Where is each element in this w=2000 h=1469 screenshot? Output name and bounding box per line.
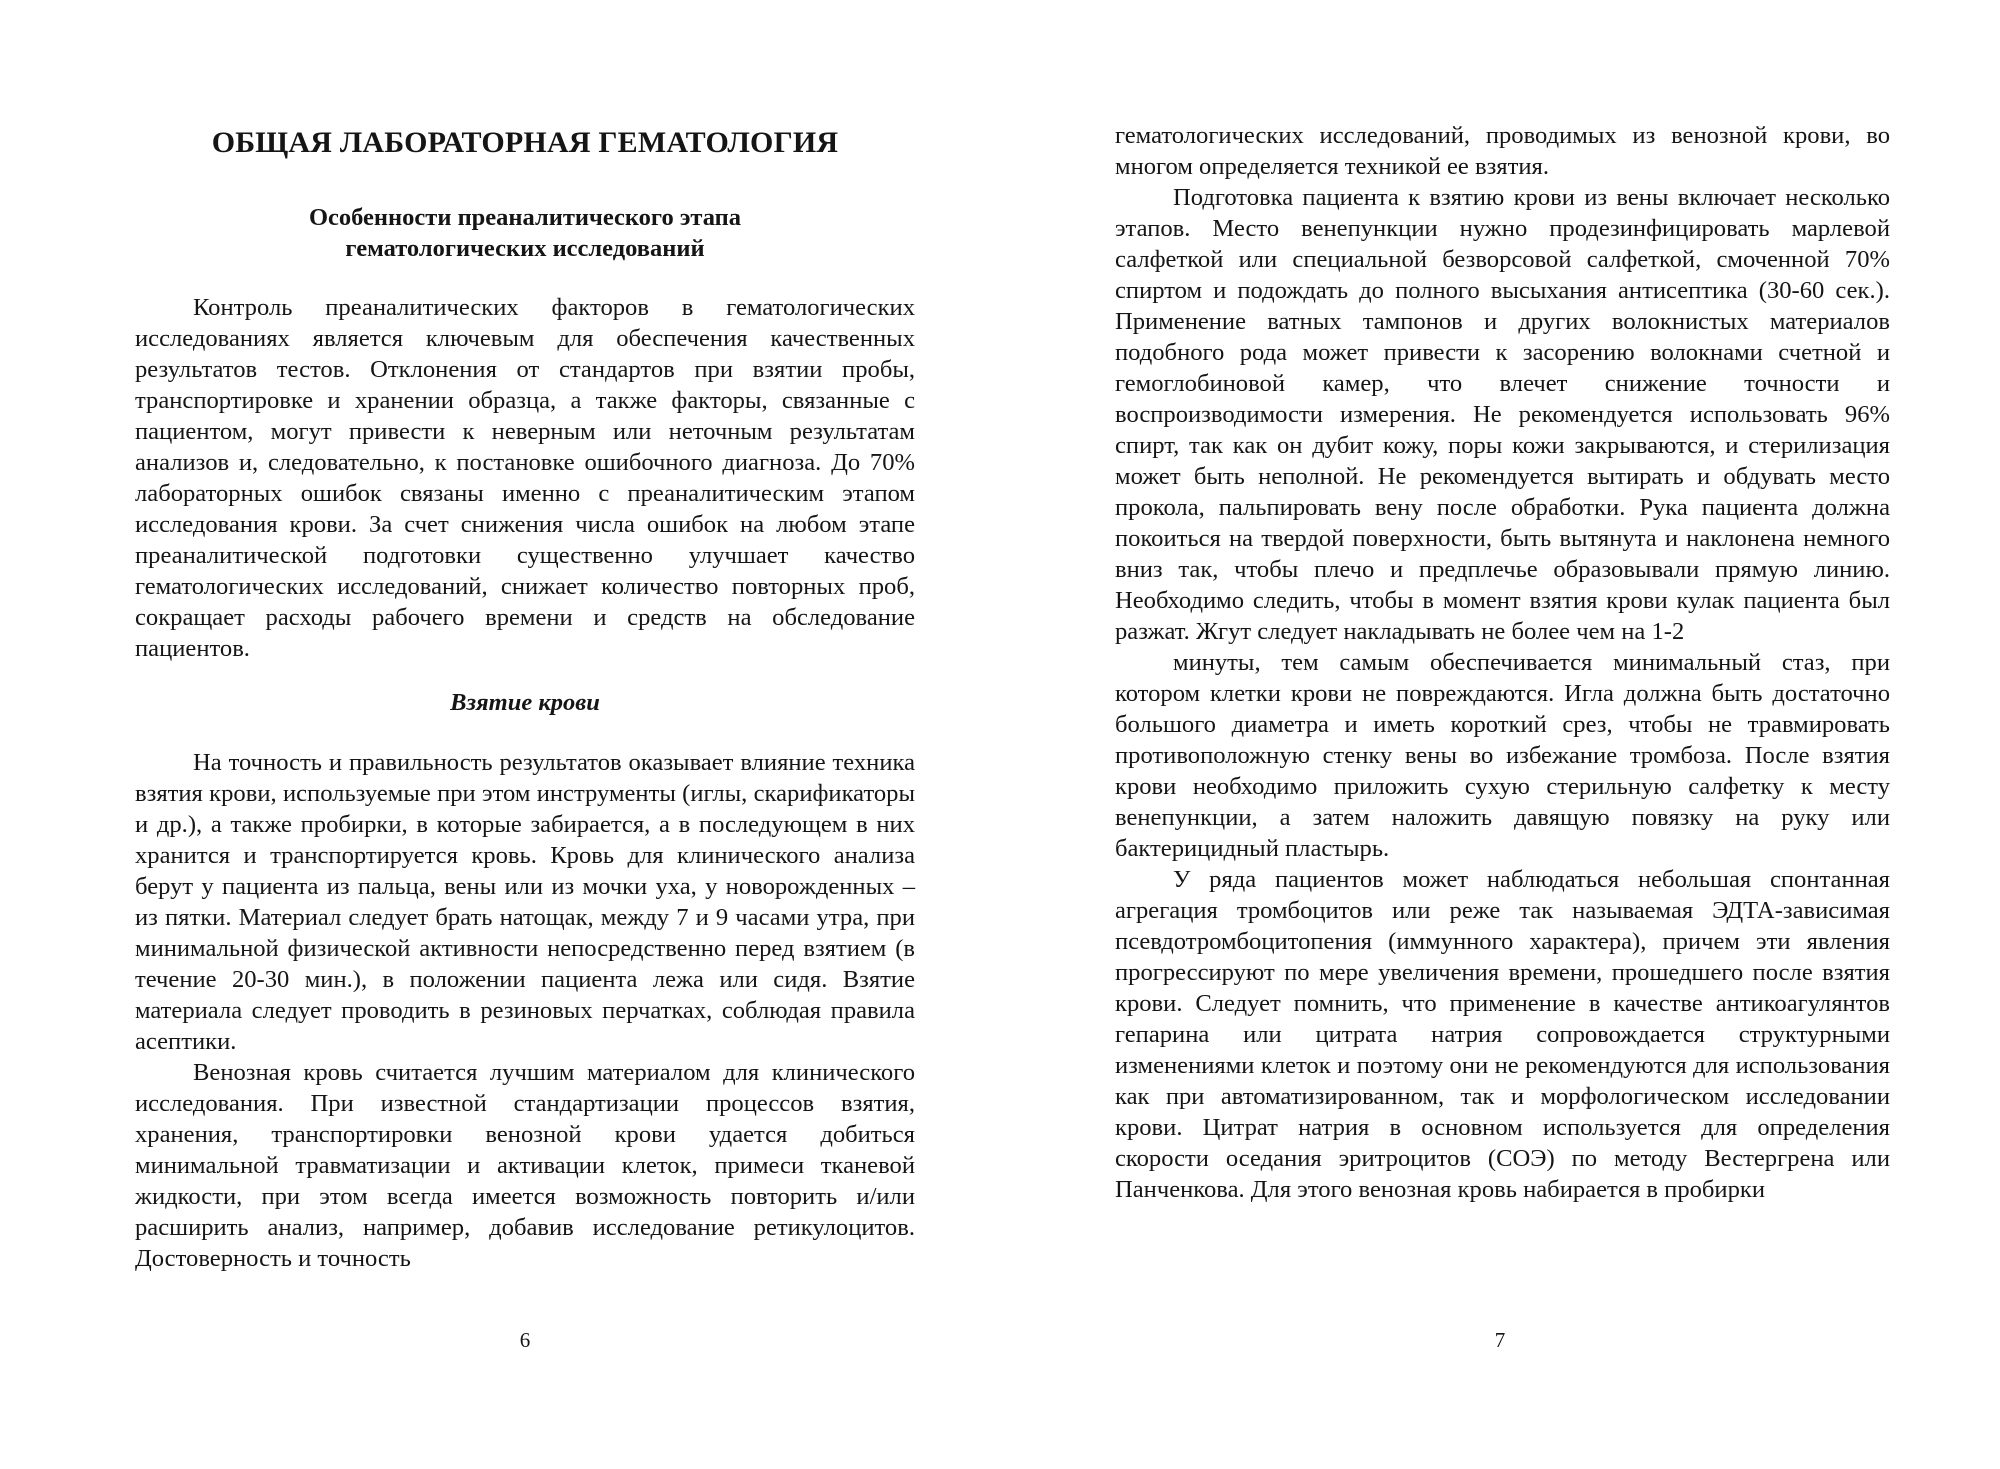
- paragraph-needle-requirements: минуты, тем самым обеспечивается минимальный стаз, при котором клетки крови не повреждаются. Игла должна быть достаточно большого диаметра и иметь короткий срез, чтобы не травмировать противоположную стенку вены во избежание тромбоза. После взятия крови необходимо приложить сухую стерильную салфетку к месту венепункции, а затем наложить давящую повязку на руку или бактерицидный пластырь.: [1115, 649, 1890, 862]
- left-block-intro: [135, 292, 915, 664]
- section-subtitle: [135, 202, 915, 264]
- subtitle-line-2: гематологических исследований: [345, 235, 705, 262]
- left-page: [135, 0, 915, 1469]
- subtitle-line-1: Особенности преаналитического этапа: [308, 204, 742, 231]
- right-block-body: [1115, 120, 1890, 1205]
- left-block-heading: [135, 689, 915, 717]
- page-number-right: 7: [1494, 1328, 1506, 1352]
- chapter-title: ОБЩАЯ ЛАБОРАТОРНАЯ ГЕМАТОЛОГИЯ: [211, 126, 839, 159]
- paragraph-patient-preparation: Подготовка пациента к взятию крови из вены включает несколько этапов. Место венепункции нужно продезинфицировать марлевой салфеткой или специальной безворсовой салфеткой, смоченной 70% спиртом и подождать до полного высыхания антисептика (30-60 сек.). Применение ватных тампонов и других волокнистых материалов подобного рода может привести к засорению волокнами счетной и гемоглобиновой камер, что влечет снижение точности и воспроизводимости измерения. Не рекомендуется использовать 96% спирт, так как он дубит кожу, поры кожи закрываются, и стерилизация может быть неполной. Не рекомендуется вытирать и обдувать место прокола, пальпировать вену после обработки. Рука пациента должна покоиться на твердой поверхности, быть вытянута и наклонена немного вниз так, чтобы плечо и предплечье образовывали прямую линию. Необходимо следить, чтобы в момент взятия крови кулак пациента был разжат. Жгут следует накладывать не более чем на 1-2: [1115, 184, 1890, 645]
- paragraph-venous-blood: Венозная кровь считается лучшим материалом для клинического исследования. При известной стандартизации процессов взятия, хранения, транспортировки венозной крови удается добиться минимальной травматизации и активации клеток, примеси тканевой жидкости, при этом всегда имеется возможность повторить и/или расширить анализ, например, добавив исследование ретикулоцитов. Достоверность и точность: [135, 1059, 915, 1272]
- page-number-left: 6: [519, 1328, 531, 1352]
- paragraph-continuation: гематологических исследований, проводимых из венозной крови, во многом определяется техникой ее взятия.: [1115, 122, 1890, 180]
- left-block-body: [135, 747, 915, 1274]
- right-page: [1115, 0, 1890, 1469]
- paragraph-sampling-technique: На точность и правильность результатов оказывает влияние техника взятия крови, используемые при этом инструменты (иглы, скарификаторы и др.), а также пробирки, в которые забирается, а в последующем в них хранится и транспортируется кровь. Кровь для клинического анализа берут у пациента из пальца, вены или из мочки уха, у новорожденных – из пятки. Материал следует брать натощак, между 7 и 9 часами утра, при минимальной физической активности непосредственно перед взятием (в течение 20-30 мин.), в положении пациента лежа или сидя. Взятие материала следует проводить в резиновых перчатках, соблюдая правила асептики.: [135, 749, 915, 1055]
- section-heading-blood-sampling: Взятие крови: [450, 689, 600, 716]
- paragraph-platelet-aggregation: У ряда пациентов может наблюдаться небольшая спонтанная агрегация тромбоцитов или реже так называемая ЭДТА-зависимая псевдотромбоцитопения (иммунного характера), причем эти явления прогрессируют по мере увеличения времени, прошедшего после взятия крови. Следует помнить, что применение в качестве антикоагулянтов гепарина или цитрата натрия сопровождается структурными изменениями клеток и поэтому они не рекомендуются для использования как при автоматизированном, так и морфологическом исследовании крови. Цитрат натрия в основном используется для определения скорости оседания эритроцитов (СОЭ) по методу Вестергрена или Панченкова. Для этого венозная кровь набирается в пробирки: [1115, 866, 1890, 1203]
- paragraph-preanalytic-control: Контроль преаналитических факторов в гематологических исследованиях является ключевым для обеспечения качественных результатов тестов. Отклонения от стандартов при взятии пробы, транспортировке и хранении образца, а также факторы, связанные с пациентом, могут привести к неверным или неточным результатам анализов и, следовательно, к постановке ошибочного диагноза. До 70% лабораторных ошибок связаны именно с преаналитическим этапом исследования крови. За счет снижения числа ошибок на любом этапе преаналитической подготовки существенно улучшает качество гематологических исследований, снижает количество повторных проб, сокращает расходы рабочего времени и средств на обследование пациентов.: [135, 294, 915, 662]
